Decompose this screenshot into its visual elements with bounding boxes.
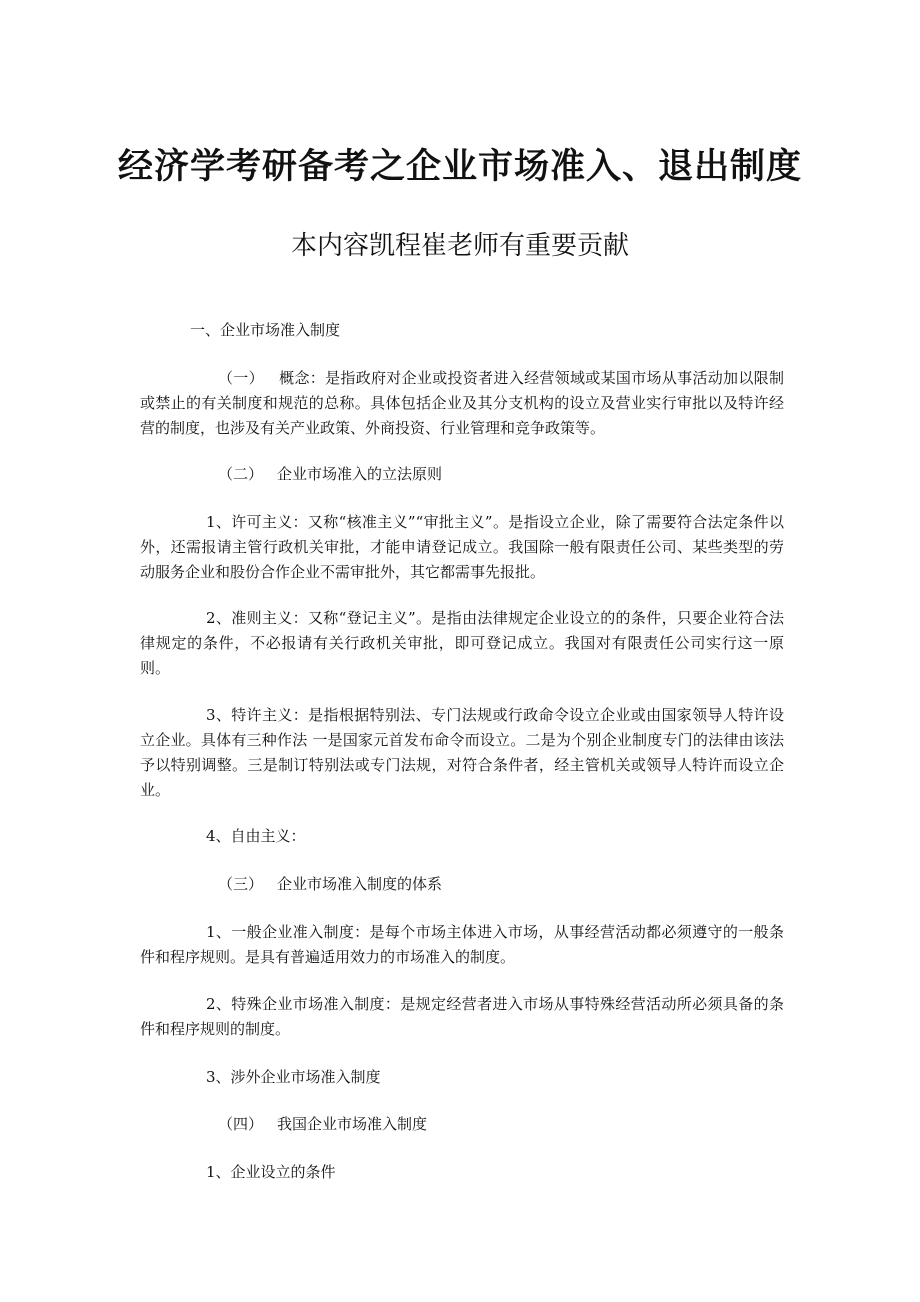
subsection-3-text: 企业市场准入制度的体系 <box>277 875 443 893</box>
subsection-1-label: （一） <box>218 369 264 387</box>
subsection-4-heading <box>218 1112 862 1137</box>
item-3-3-paragraph: 3、涉外企业市场准入制度 <box>206 1068 381 1086</box>
subsection-2-label: （二） <box>218 465 264 483</box>
item-2-2-paragraph: 2、准则主义：又称“登记主义”。是指由法律规定企业设立的的条件，只要企业符合法律规定的条件，不必报请有关行政机关审批，即可登记成立。我国对有限责任公司实行这一原则。 <box>140 609 784 677</box>
item-3-1-paragraph: 1、一般企业准入制度：是每个市场主体进入市场，从事经营活动都必须遵守的一般条件和程序规则。是具有普遍适用效力的市场准入的制度。 <box>140 923 784 966</box>
item-2-4-paragraph: 4、自由主义： <box>206 827 306 845</box>
item-4-1-paragraph: 1、企业设立的条件 <box>206 1163 336 1181</box>
subsection-4-label: （四） <box>218 1115 264 1133</box>
subsection-2-heading <box>218 462 862 487</box>
subsection-2-text: 企业市场准入的立法原则 <box>277 465 443 483</box>
subsection-3-heading <box>218 872 862 897</box>
section-heading-1: 一、企业市场准入制度 <box>190 321 341 339</box>
subsection-1-text: 概念：是指政府对企业或投资者进入经营领域或某国市场从事活动加以限制或禁止的有关制度和规范的总称。具体包括企业及其分支机构的设立及营业实行审批以及特许经营的制度，也涉及有关产业政策、外商投资、行业管理和竞争政策等。 <box>140 369 784 437</box>
subsection-4-text: 我国企业市场准入制度 <box>277 1115 428 1133</box>
subsection-1-paragraph <box>140 366 784 441</box>
item-2-1-paragraph: 1、许可主义：又称“核准主义”“审批主义”。是指设立企业，除了需要符合法定条件以外，还需报请主管行政机关审批，才能申请登记成立。我国除一般有限责任公司、某些类型的劳动服务企业和股份合作企业不需审批外，其它都需事先报批。 <box>140 513 784 581</box>
subsection-3-label: （三） <box>218 875 264 893</box>
item-2-3-paragraph: 3、特许主义：是指根据特别法、专门法规或行政命令设立企业或由国家领导人特许设立企业。具体有三种作法 一是国家元首发布命令而设立。二是为个别企业制度专门的法律由该法予以特别调整。三是制订特别法或专门法规，对符合条件者，经主管机关或领导人特许而设立企业。 <box>140 706 784 799</box>
document-title: 经济学考研备考之企业市场准入、退出制度 <box>117 147 802 187</box>
item-3-2-paragraph: 2、特殊企业市场准入制度：是规定经营者进入市场从事特殊经营活动所必须具备的条件和程序规则的制度。 <box>140 995 784 1038</box>
document-subtitle: 本内容凯程崔老师有重要贡献 <box>290 231 629 261</box>
